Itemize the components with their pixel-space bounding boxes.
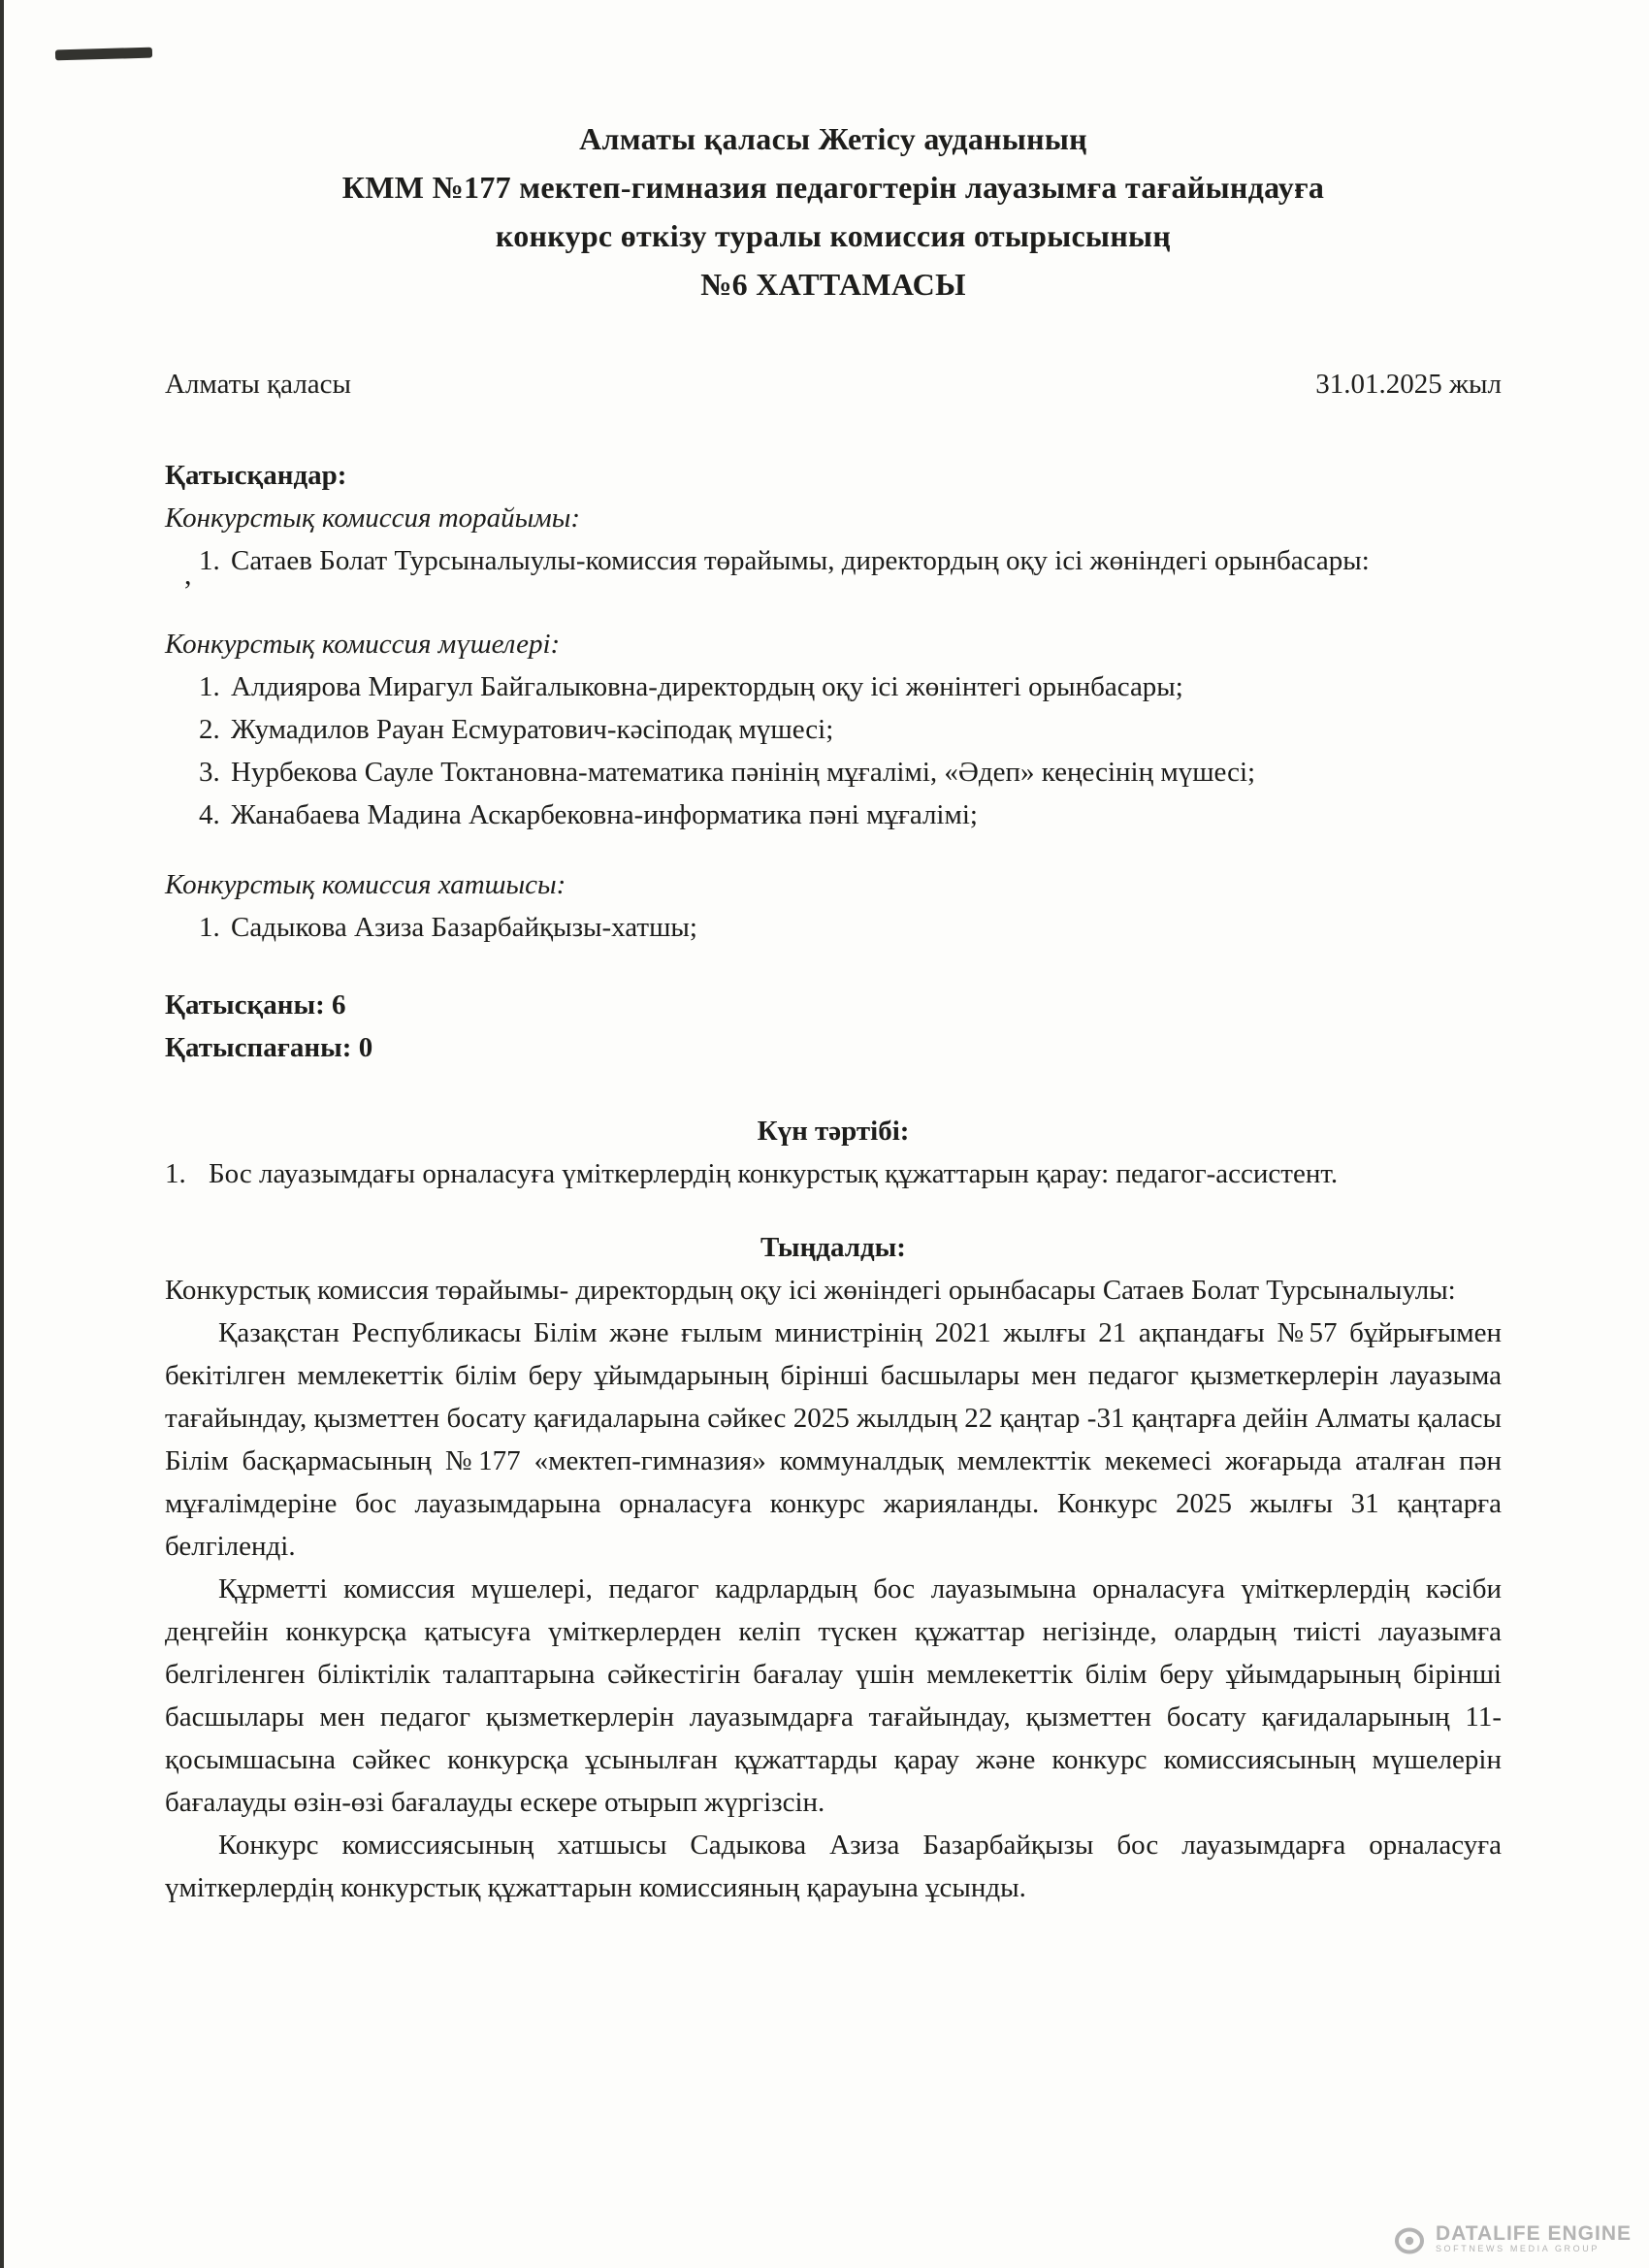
stray-mark: , <box>184 559 192 591</box>
document-date: 31.01.2025 жыл <box>1315 369 1502 400</box>
document-body <box>165 114 1502 1909</box>
chair-list-item <box>199 539 1502 582</box>
heard-intro: Конкурстық комиссия төрайымы- директордың оқу ісі жөніндегі орынбасары Сатаев Болат Турсыналыулы: <box>165 1275 1456 1306</box>
list-text: Сатаев Болат Турсыналыулы-комиссия төрайымы, директордың оқу ісі жөніндегі орынбасары: <box>231 545 1370 576</box>
attended-value: 6 <box>332 989 346 1021</box>
list-number: 3. <box>199 757 220 788</box>
heard-paragraph-1: Қазақстан Республикасы Білім және ғылым министрінің 2021 жылғы 21 ақпандағы №57 бұйрығымен бекітілген мемлекеттік білім беру ұйымдарының бірінші басшылары мен педагог қызметкерлерін лауазыма тағайындау, қызметтен босату қағидаларына сәйкес 2025 жылдың 22 қаңтар -31 қаңтарға дейін Алматы қаласы Білім басқармасының №177 «мектеп-гимназия» коммуналдық мемлекттік мекемесі жоғарыда аталған пән мұғалімдеріне бос лауазымдарына орналасуға конкурс жарияланды. Конкурс 2025 жылғы 31 қаңтарға белгіленді. <box>165 1317 1502 1562</box>
meta-row <box>165 363 1502 405</box>
document-title <box>165 114 1502 308</box>
list-text: Нурбекова Сауле Токтановна-математика пәнінің мұғалімі, «Әдеп» кеңесінің мүшесі; <box>231 757 1256 788</box>
list-number: 1. <box>199 545 220 576</box>
heard-paragraph-3: Конкурс комиссиясының хатшысы Садыкова Азиза Базарбайқызы бос лауазымдарға орналасуға үміткерлердің конкурстық құжаттарын комиссияның қарауына ұсынды. <box>165 1830 1502 1903</box>
list-number: 1. <box>165 1158 186 1189</box>
datalife-eye-icon <box>1395 2225 1428 2254</box>
members-list <box>165 665 1502 836</box>
list-number: 1. <box>199 671 220 702</box>
heard-heading: Тыңдалды: <box>760 1232 906 1263</box>
agenda-list <box>165 1152 1502 1195</box>
attended-label: Қатысқаны: <box>165 989 325 1021</box>
list-text: Жанабаева Мадина Аскарбековна-информатика пәні мұғалімі; <box>231 799 978 830</box>
list-number: 1. <box>199 912 220 943</box>
member-list-item <box>199 665 1502 708</box>
absent-count <box>165 1026 1502 1069</box>
title-line-4: №6 ХАТТАМАСЫ <box>700 267 966 302</box>
absent-value: 0 <box>358 1032 373 1063</box>
agenda-heading: Күн тәртібі: <box>757 1116 910 1147</box>
agenda-list-item <box>165 1152 1502 1195</box>
document-city: Алматы қаласы <box>165 369 352 400</box>
absent-label: Қатыспағаны: <box>165 1032 352 1063</box>
title-line-1: Алматы қаласы Жетісу ауданының <box>579 121 1087 156</box>
attended-count <box>165 984 1502 1026</box>
chair-list <box>165 539 1502 582</box>
chair-heading: Конкурстық комиссия торайымы: <box>165 502 581 534</box>
secretary-list <box>165 906 1502 949</box>
scan-bar-artifact <box>55 48 152 61</box>
watermark-subtitle: SOFTNEWS MEDIA GROUP <box>1435 2244 1600 2253</box>
datalife-watermark <box>1395 2224 1632 2254</box>
member-list-item <box>199 708 1502 751</box>
list-number: 4. <box>199 799 220 830</box>
attendance-counts <box>165 984 1502 1069</box>
member-list-item <box>199 751 1502 794</box>
heard-paragraph-2: Құрметті комиссия мүшелері, педагог кадрлардың бос лауазымына орналасуға үміткерлердің кәсіби деңгейін конкурсқа қатысуға үміткерлерден келіп түскен құжаттар негізінде, олардың тиісті лауазымға белгіленген біліктілік талаптарына сәйкестігін бағалау үшін мемлекеттік білім беру ұйымдарының бірінші басшылары мен педагог қызметкерлерін лауазымдарға тағайындау, қызметтен босату қағидаларының 11-қосымшасына сәйкес конкурсқа ұсынылған құжаттарды қарау және конкурс комиссиясының мүшелерін бағалауды өзін-өзі бағалауды ескере отырып жүргізсін. <box>165 1573 1502 1818</box>
scan-edge-artifact <box>0 0 4 2268</box>
list-text: Жумадилов Рауан Есмуратович-кәсіподақ мүшесі; <box>231 714 834 745</box>
member-list-item <box>199 794 1502 836</box>
secretary-heading: Конкурстық комиссия хатшысы: <box>165 869 566 900</box>
list-text: Бос лауазымдағы орналасуға үміткерлердің конкурстық құжаттарын қарау: педагог-ассистент. <box>209 1158 1339 1189</box>
members-heading: Конкурстық комиссия мүшелері: <box>165 629 561 660</box>
title-line-3: конкурс өткізу туралы комиссия отырысының <box>495 218 1172 253</box>
list-text: Садыкова Азиза Базарбайқызы-хатшы; <box>231 912 697 943</box>
participants-heading: Қатысқандар: <box>165 460 347 491</box>
title-line-2: КММ №177 мектеп-гимназия педагогтерін лауазымға тағайындауға <box>341 170 1325 205</box>
list-text: Алдиярова Мирагул Байгалыковна-директордың оқу ісі жөнінтегі орынбасары; <box>231 671 1183 702</box>
watermark-text <box>1436 2224 1632 2254</box>
watermark-title: DATALIFE ENGINE <box>1435 2222 1632 2245</box>
secretary-list-item <box>199 906 1502 949</box>
list-number: 2. <box>199 714 220 745</box>
